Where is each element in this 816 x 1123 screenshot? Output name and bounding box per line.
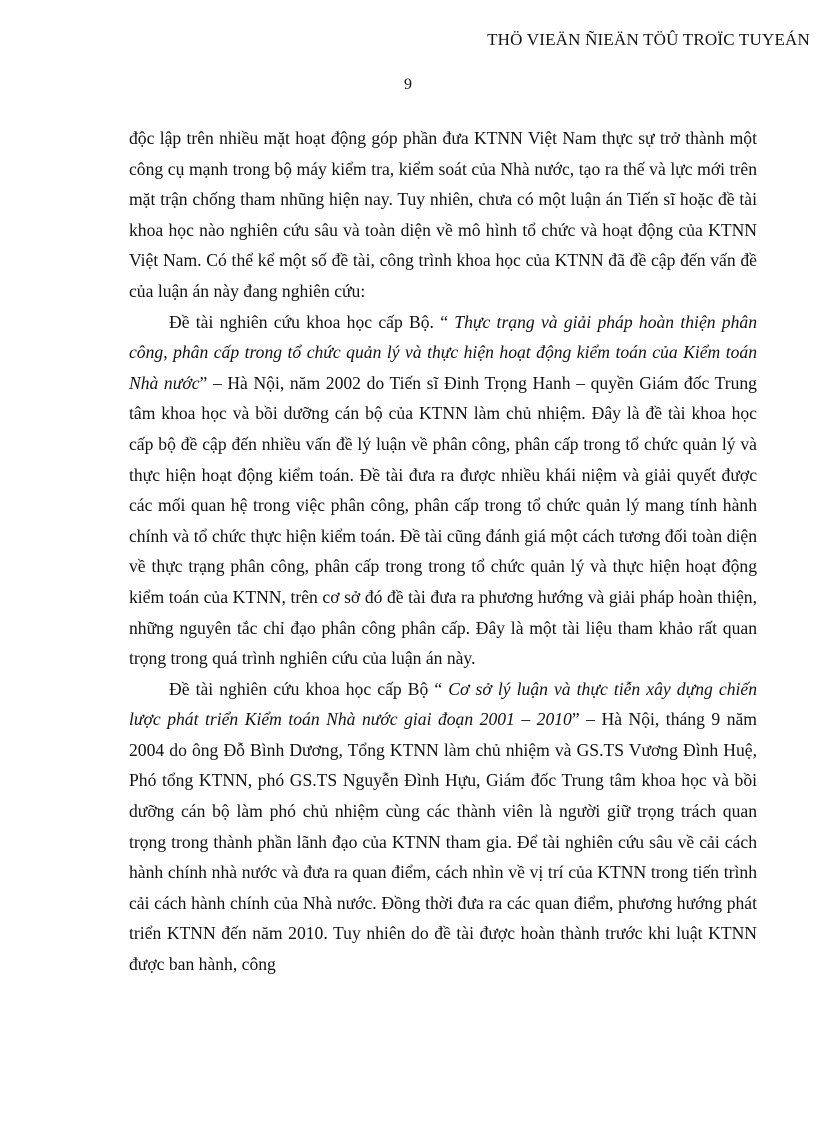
running-header: THÖ VIEÄN ÑIEÄN TÖÛ TROÏC TUYEÁN <box>487 30 810 49</box>
document-body <box>129 123 757 980</box>
paragraph-3 <box>129 674 757 980</box>
paragraph-1: độc lập trên nhiều mặt hoạt động góp phần đưa KTNN Việt Nam thực sự trở thành một công cụ mạnh trong bộ máy kiểm tra, kiểm soát của Nhà nước, tạo ra thế và lực mới trên mặt trận chống tham nhũng hiện nay. Tuy nhiên, chưa có một luận án Tiến sĩ hoặc đề tài khoa học nào nghiên cứu sâu và toàn diện về mô hình tổ chức và hoạt động của KTNN Việt Nam. Có thể kể một số đề tài, công trình khoa học của KTNN đã đề cập đến vấn đề của luận án này đang nghiên cứu: <box>129 128 757 301</box>
paragraph-3-lead: Đề tài nghiên cứu khoa học cấp Bộ “ <box>169 678 449 699</box>
paragraph-3-title: Cơ sở lý luận và thực tiễn xây dựng chiến lược phát triển Kiểm toán Nhà nước giai đoạn 2001 – 2010 <box>129 678 757 730</box>
page-number: 9 <box>404 76 412 93</box>
paragraph-3-rest: ” – Hà Nội, tháng 9 năm 2004 do ông Đỗ Bình Dương, Tổng KTNN làm chủ nhiệm và GS.TS Vương Đình Huệ, Phó tổng KTNN, phó GS.TS Nguyễn Đình Hựu, Giám đốc Trung tâm khoa học và bồi dưỡng cán bộ làm phó chủ nhiệm cùng các thành viên là người giữ trọng trách quan trọng trong thành phần lãnh đạo của KTNN tham gia. Để tài nghiên cứu sâu về cải cách hành chính nhà nước và đưa ra quan điểm, cách nhìn về vị trí của KTNN trong tiến trình cải cách hành chính của Nhà nước. Đồng thời đưa ra các quan điểm, phương hướng phát triển KTNN đến năm 2010. Tuy nhiên do đề tài được hoàn thành trước khi luật KTNN được ban hành, công <box>129 709 757 975</box>
paragraph-2 <box>129 307 757 674</box>
paragraph-2-lead: Đề tài nghiên cứu khoa học cấp Bộ. “ <box>169 311 455 332</box>
paragraph-2-rest: ” – Hà Nội, năm 2002 do Tiến sĩ Đinh Trọng Hanh – quyền Giám đốc Trung tâm khoa học và bồi dưỡng cán bộ của KTNN làm chủ nhiệm. Đây là đề tài khoa học cấp bộ đề cập đến nhiều vấn đề lý luận về phân công, phân cấp trong tổ chức quản lý và thực hiện hoạt động kiểm toán. Đề tài đưa ra được nhiều khái niệm và giải quyết được các mối quan hệ trong việc phân công, phân cấp trong tổ chức quản lý mang tính hành chính và tổ chức thực hiện kiểm toán. Đề tài cũng đánh giá một cách tương đối toàn diện về thực trạng phân công, phân cấp trong trong tổ chức quản lý và thực hiện hoạt động kiểm toán của KTNN, trên cơ sở đó đề tài đưa ra phương hướng và giải pháp hoàn thiện, những nguyên tắc chỉ đạo phân công phân cấp. Đây là một tài liệu tham khảo rất quan trọng trong quá trình nghiên cứu của luận án này. <box>129 372 757 669</box>
paragraph-2-title: Thực trạng và giải pháp hoàn thiện phân công, phân cấp trong tổ chức quản lý và thực hiện hoạt động kiểm toán của Kiểm toán Nhà nước <box>129 311 757 393</box>
